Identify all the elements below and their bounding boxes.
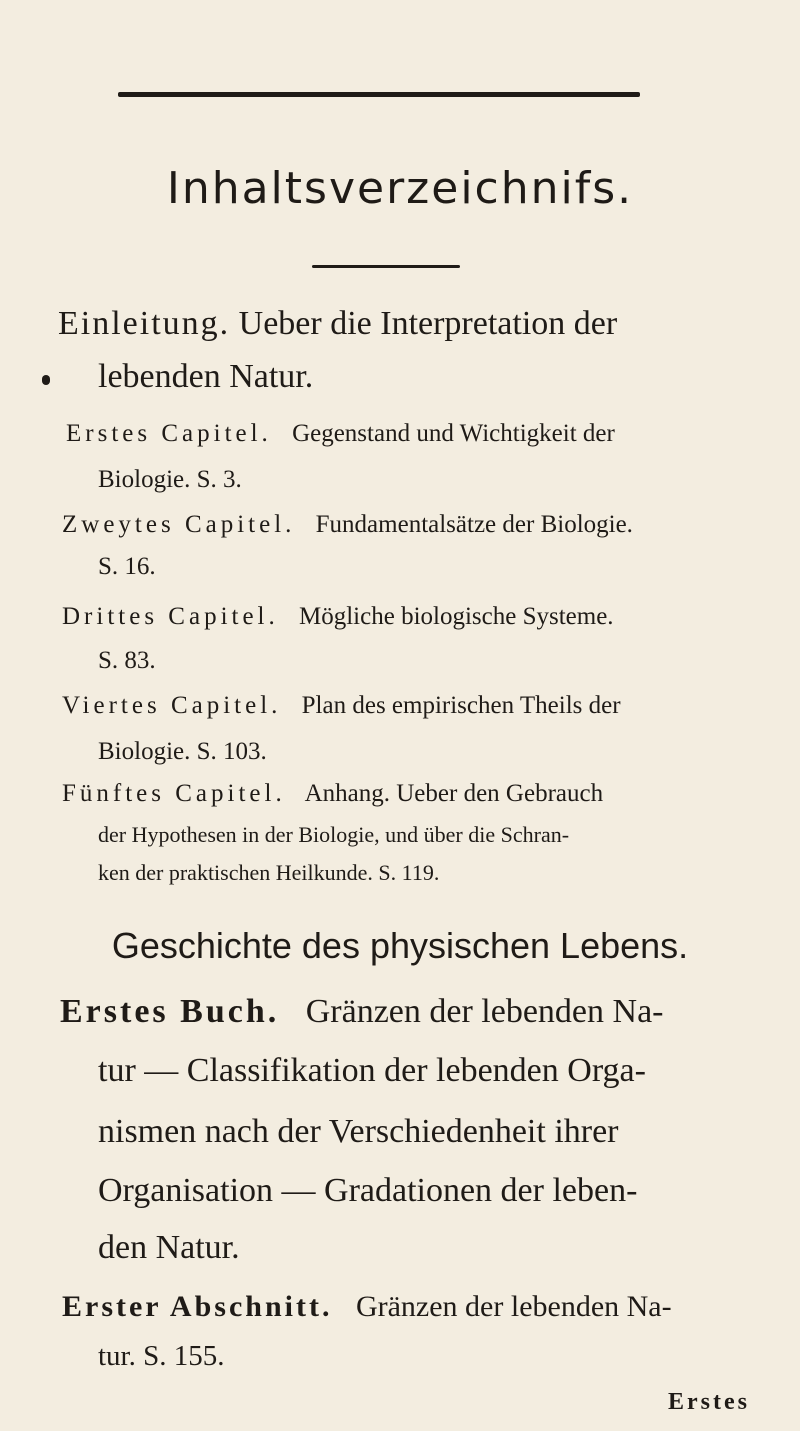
abschnitt-1-lead: Erster Abschnitt.	[62, 1290, 333, 1323]
buch-text-3: nismen nach der Verschiedenheit ihrer	[98, 1113, 619, 1150]
toc-entry-capitel-4	[62, 692, 621, 720]
einleitung-lead: Einleitung.	[58, 305, 231, 342]
catchword: Erstes	[668, 1389, 750, 1415]
buch-heading	[60, 993, 663, 1031]
toc-entry-capitel-3	[62, 603, 614, 631]
abschnitt-1-continuation: tur. S. 155.	[98, 1340, 225, 1372]
capitel-3-text: Mögliche biologische Systeme.	[299, 603, 614, 630]
capitel-1-continuation: Biologie. S. 3.	[98, 466, 242, 493]
capitel-3-continuation: S. 83.	[98, 647, 156, 674]
capitel-5-lead: Fünftes Capitel.	[62, 780, 286, 807]
buch-text-4: Organisation — Gradationen der leben-	[98, 1172, 638, 1209]
capitel-5-continuation-2: ken der praktischen Heilkunde. S. 119.	[98, 860, 440, 885]
top-ornamental-rule	[118, 92, 640, 97]
buch-text-1: Gränzen der lebenden Na-	[305, 993, 664, 1030]
page-title: Inhaltsverzeichnifs.	[166, 163, 634, 214]
capitel-4-continuation: Biologie. S. 103.	[98, 738, 267, 765]
title-divider	[312, 265, 460, 268]
capitel-3-lead: Drittes Capitel.	[62, 603, 279, 630]
einleitung-continuation: lebenden Natur.	[98, 358, 314, 395]
capitel-1-lead: Erstes Capitel.	[66, 420, 272, 447]
toc-entry-capitel-1	[66, 420, 615, 448]
section-heading-geschichte: Geschichte des physischen Lebens.	[111, 925, 689, 966]
buch-text-5: den Natur.	[98, 1229, 240, 1266]
buch-text-2: tur — Classifikation der lebenden Orga-	[98, 1052, 646, 1089]
einleitung-heading	[58, 305, 617, 343]
capitel-2-continuation: S. 16.	[98, 553, 156, 580]
toc-entry-capitel-2	[62, 511, 633, 539]
toc-entry-capitel-5	[62, 780, 603, 808]
margin-mark	[42, 375, 50, 385]
toc-entry-abschnitt-1	[62, 1290, 672, 1324]
abschnitt-1-text: Gränzen der lebenden Na-	[355, 1290, 672, 1323]
capitel-5-text: Anhang. Ueber den Gebrauch	[304, 780, 604, 807]
capitel-5-continuation: der Hypothesen in der Biologie, und über die Schran-	[98, 822, 570, 847]
capitel-4-text: Plan des empirischen Theils der	[301, 692, 621, 719]
capitel-2-text: Fundamentalsätze der Biologie.	[315, 511, 633, 538]
capitel-2-lead: Zweytes Capitel.	[62, 511, 296, 538]
capitel-4-lead: Viertes Capitel.	[62, 692, 282, 719]
einleitung-text: Ueber die Interpretation der	[238, 305, 618, 342]
buch-lead: Erstes Buch.	[60, 993, 280, 1030]
capitel-1-text: Gegenstand und Wichtigkeit der	[292, 420, 615, 447]
